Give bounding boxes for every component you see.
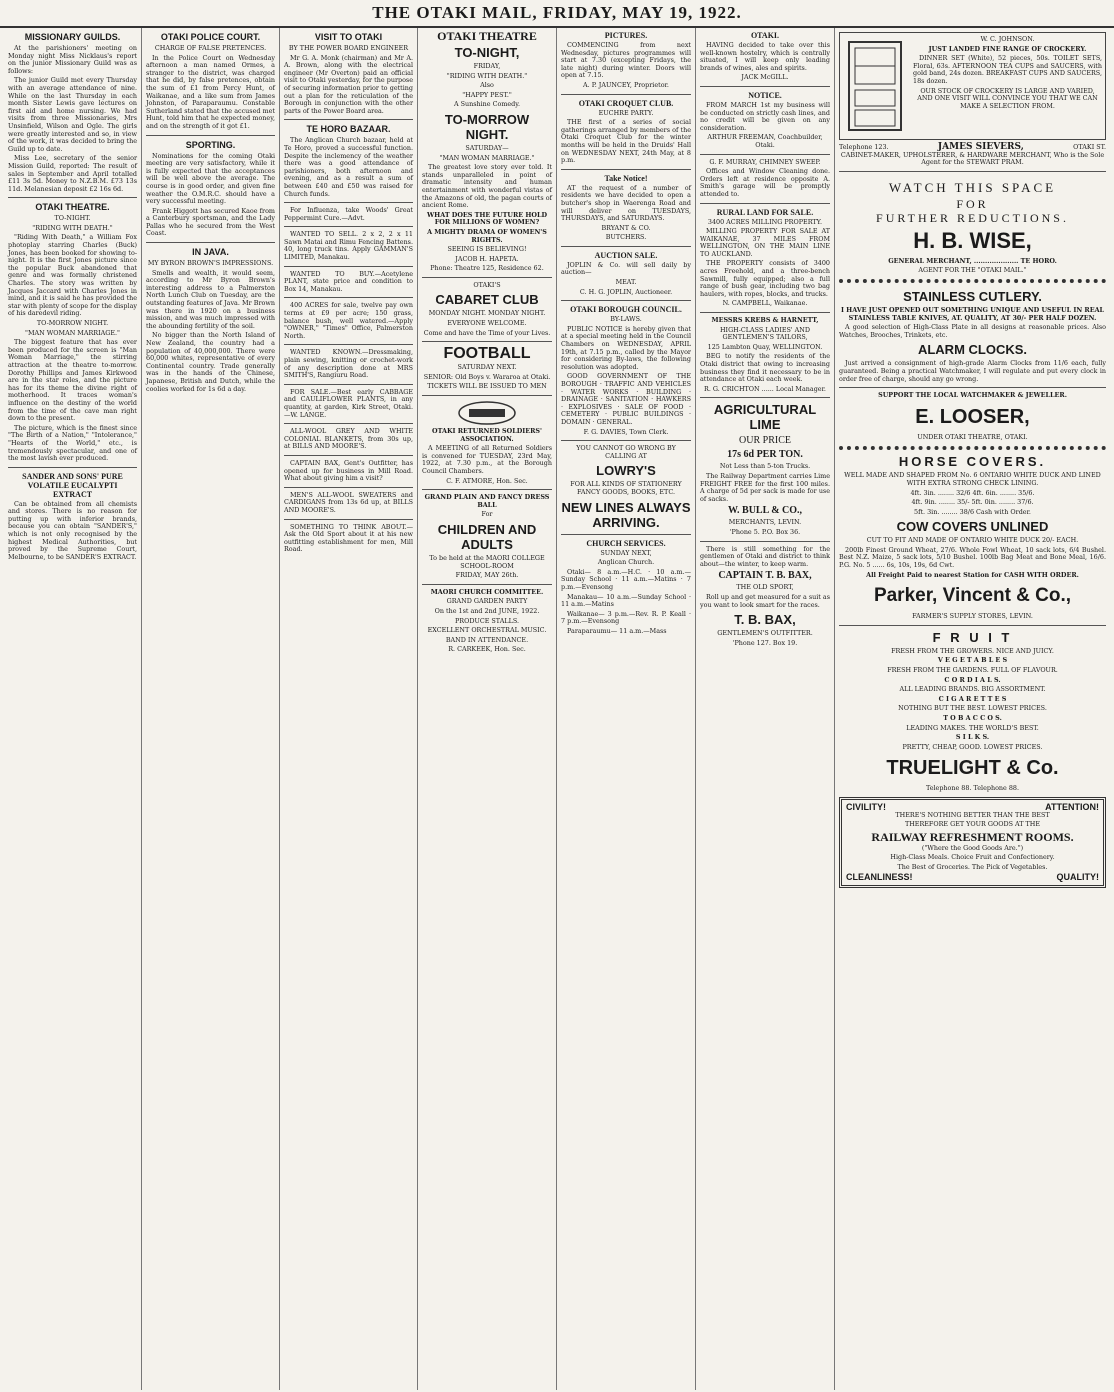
- ad-text: 200lb Finest Ground Wheat, 27/6. Whole Fowl Wheat, 10 sack lots, 6/4 Bushel. Best N.Z. Maize, 5 sack lots, 5/10 Bushel. 100lb Bag Meat and Bone Meal, 16/6. P.G. No. 5 ...... 6s, 10s, 19s, 6d Cwt.: [839, 545, 1106, 570]
- article-text: The Anglican Church bazaar, held at Te Horo, proved a successful function. Despite the inclemency of the weather there was a good attendance of parishioners, both afternoon and evening, and as a result a sum of between £40 and £50 was raised for Church funds.: [284, 136, 413, 198]
- ad-text: There is still something for the gentlemen of Otaki and district to think about—the winter, to keep warm.: [700, 544, 830, 568]
- divider: [561, 169, 691, 170]
- rsa-badge-icon: [457, 400, 517, 426]
- classified-ad: MEN'S ALL-WOOL SWEATERS and CARDIGANS from 13s 6d up, at BILLS AND MOORE'S.: [284, 490, 413, 514]
- ad-line: "MAN WOMAN MARRIAGE.": [439, 153, 535, 162]
- ad-line: HIGH-CLASS LADIES' AND GENTLEMEN'S TAILORS,: [719, 325, 811, 342]
- church-services-heading: CHURCH SERVICES.: [586, 538, 666, 548]
- ad-line: ARTHUR FREEMAN, Coachbuilder, Otaki.: [707, 133, 823, 149]
- ad-line: OTAKI'S: [473, 280, 501, 289]
- football-title: FOOTBALL: [443, 345, 531, 363]
- ad-text: JOPLIN & Co. will sell daily by auction—: [561, 260, 691, 277]
- ad-line: MAORI CHURCH COMMITTEE.: [430, 587, 544, 596]
- ad-line: Also: [480, 81, 494, 90]
- otaki-heading: OTAKI.: [750, 31, 780, 40]
- ad-line: All Freight Paid to nearest Station for CASH WITH ORDER.: [866, 570, 1079, 579]
- theatre-tonight: TO-NIGHT,: [454, 45, 520, 60]
- divider: [8, 467, 137, 468]
- divider: [839, 171, 1106, 172]
- ad-line: FRIDAY, MAY 26th.: [455, 571, 519, 580]
- ad-line: EVERYONE WELCOME.: [447, 319, 527, 328]
- classified-ad: 400 ACRES for sale, twelve pay own terms at £9 per acre; 150 grass, balance bush, well watered.—Apply "OWNER," "Times" Office, Palmerston North.: [284, 301, 413, 340]
- ad-line: FRIDAY,: [473, 62, 501, 70]
- ad-line: "HAPPY PEST.": [462, 90, 512, 99]
- attention-label: ATTENTION!: [1045, 801, 1099, 812]
- crockery-ad: [839, 32, 1106, 140]
- divider: [284, 423, 413, 424]
- ad-line: MESSRS KREBS & HARNETT,: [711, 316, 819, 325]
- sievers-name: JAMES SIEVERS,: [937, 142, 1024, 152]
- ad-line: 'Phone 5. P.O. Box 36.: [729, 527, 801, 536]
- horse-covers-title: HORSE COVERS.: [898, 454, 1047, 470]
- classified-ad: WANTED KNOWN.—Dressmaking, plain sewing, knitting or crochet-work of any description done at MRS SMITH'S, Rangiuru Road.: [284, 348, 413, 380]
- divider: [284, 384, 413, 385]
- ad-line: G. F. MURRAY, CHIMNEY SWEEP.: [709, 157, 821, 166]
- service-times: Waikanae— 3 p.m.—Rev. R. P. Keall · 7 p.m.—Evensong: [561, 609, 691, 626]
- ad-line: SATURDAY—: [465, 143, 509, 152]
- borough-council-heading: OTAKI BOROUGH COUNCIL.: [570, 305, 682, 315]
- divider: [146, 135, 275, 136]
- ad-line: THEREFORE GET YOUR GOODS AT THE: [904, 820, 1041, 829]
- divider: [561, 246, 691, 247]
- article-text: Nominations for the coming Otaki meeting are very satisfactory, while it is fully expected that the acceptances will be well above the average. The course is in good order, and given fine weather the O.M.R.C. should have a very successful meeting.: [146, 151, 275, 206]
- ad-line: To be held at the MAORI COLLEGE SCHOOL-ROOM: [429, 553, 545, 570]
- ad-line: I HAVE JUST OPENED OUT SOMETHING UNIQUE AND USEFUL IN REAL STAINLESS TABLE KNIVES, AT. QUALITY, AT 30/- PER HALF DOZEN.: [840, 305, 1105, 322]
- divider: [561, 440, 691, 441]
- sievers-street: OTAKI ST.: [1073, 143, 1106, 151]
- divider: [561, 300, 691, 301]
- service-times: Manakau— 10 a.m.—Sunday School · 11 a.m.—Matins: [561, 592, 691, 609]
- lime-price: 17s 6d PER TON.: [727, 449, 803, 461]
- price-row: 4ft. 3in. ........ 32/6 4ft. 6in. ........ 35/6.: [910, 488, 1035, 497]
- classified-ad: ALL-WOOL GREY AND WHITE COLONIAL BLANKETS, from 30s up, at BILLS AND MOORE'S.: [284, 427, 413, 451]
- ad-line: FRESH FROM THE GARDENS. FULL OF FLAVOUR.: [887, 666, 1058, 675]
- ad-line: Come and have the Time of your Lives.: [423, 328, 551, 337]
- ad-line: JACK McGILL.: [741, 73, 789, 82]
- in-java-heading: IN JAVA.: [192, 247, 229, 258]
- divider: [700, 86, 830, 87]
- theatre-ad-title: OTAKI THEATRE: [437, 29, 537, 43]
- fruit-title: F R U I T: [932, 629, 1013, 645]
- ad-line: THE OLD SPORT,: [736, 583, 794, 592]
- ad-line: WELL MADE AND SHAPED FROM No. 6 ONTARIO WHITE DUCK AND LINED WITH EXTRA STRONG CHECK LINING.: [844, 471, 1101, 487]
- rural-land-heading: RURAL LAND FOR SALE.: [716, 207, 814, 217]
- divider: [284, 297, 413, 298]
- divider: [284, 266, 413, 267]
- article-text: The picture, which is the finest since "The Birth of a Nation," "Intolerance," "Hearts of the World," etc., is tremendously spectacular, and one of the most lavish ever produced.: [8, 423, 137, 463]
- divider: [700, 541, 830, 542]
- further-reductions: FURTHER REDUCTIONS.: [876, 210, 1069, 225]
- divider: [8, 197, 137, 198]
- cleanliness-quality-row: [846, 871, 1099, 882]
- ad-line: V E G E T A B L E S: [937, 656, 1008, 665]
- our-price-label: OUR PRICE: [739, 435, 791, 447]
- subheading: "RIDING WITH DEATH.": [32, 223, 113, 232]
- telephone-number: Telephone 123.: [839, 143, 889, 151]
- article-text: Mr G. A. Monk (chairman) and Mr A. A. Brown, along with the electrical engineer (Mr Overton) paid an official visit to Otaki yesterday, for the purpose of securing information prior to getting out a plan for the reticulation of the Borough in conjunction with the other parts of the Power Board area.: [284, 53, 413, 115]
- agricultural-lime-title: AGRICULTURAL LIME: [713, 402, 817, 433]
- ad-line: BRYANT & CO.: [601, 223, 651, 232]
- column-3: [280, 28, 418, 1390]
- ad-text: Just arrived a consignment of high-grade Alarm Clocks from 11/6 each, fully guaranteed. Being a practical Watchmaker, I will regulate and put every clock in order free of charge, should any go wrong.: [839, 359, 1106, 383]
- ad-text: HAVING decided to take over this well-known hostelry, which is centrally situated, I will keep only leading brands of wines, ales and spirits.: [700, 41, 830, 72]
- ad-line: "RIDING WITH DEATH.": [446, 71, 528, 80]
- visit-to-otaki-heading: VISIT TO OTAKI: [314, 32, 383, 42]
- ad-line: EXCELLENT ORCHESTRAL MUSIC.: [427, 626, 547, 635]
- ad-line: CUT TO FIT AND MADE OF ONTARIO WHITE DUCK 20/- EACH.: [866, 536, 1079, 545]
- ad-line: YOU CANNOT GO WRONG BY CALLING AT: [576, 444, 676, 460]
- missionary-guilds-heading: MISSIONARY GUILDS.: [24, 32, 121, 42]
- subheading: MY BYRON BROWN'S IMPRESSIONS.: [147, 259, 274, 268]
- ad-line: On the 1st and 2nd JUNE, 1922.: [434, 606, 540, 615]
- ad-line: FOR ALL KINDS OF STATIONERY FANCY GOODS, BOOKS, ETC.: [570, 480, 682, 496]
- ad-line: BY-LAWS.: [610, 315, 642, 324]
- ad-line: AGENT FOR THE "OTAKI MAIL.": [918, 266, 1027, 275]
- ad-text: The greatest love story ever told. It stands unparalleled in point of dramatic intensity and human entertainment with wonderful vistas of the Amazons of old, the pagan courts of ancient Rome.: [422, 163, 552, 210]
- alarm-clocks-title: ALARM CLOCKS.: [917, 342, 1028, 358]
- column-6: [696, 28, 835, 1390]
- otaki-theatre-heading: OTAKI THEATRE.: [35, 202, 110, 213]
- newspaper-masthead: THE OTAKI MAIL, FRIDAY, MAY 19, 1922.: [0, 0, 1114, 28]
- article-text: In the Police Court on Wednesday afternoon a man named Ormes, a stranger to the district, was charged that he did, by false pretences, obtain the sum of £1 from Percy Hunt, of Waikanae, and a like sum from James Johnston, of Paraparaumu. Constable Sutherland stated that the accused met Hunt, told him that he expected money, and on the strength of it got £1.: [146, 53, 275, 130]
- ad-line: C O R D I A L S.: [944, 675, 1001, 684]
- ad-text: THE PROPERTY consists of 3400 acres Freehold, and a three-bench Sawmill, fully equipped; also a full range of bush gear, including two bag haulers, with ropes, blocks, and trucks.: [700, 259, 830, 298]
- tb-bax-title: T. B. BAX,: [734, 612, 796, 628]
- ad-line: GENERAL MERCHANT, .................... TE HORO.: [888, 256, 1057, 265]
- classified-ad: For Influenza, take Woods' Great Peppermint Cure.—Advt.: [284, 206, 413, 222]
- ad-text: PUBLIC NOTICE is hereby given that at a special meeting held in the Council Chambers on WEDNESDAY, APRIL 19th, at 7.15 p.m., called by the Mayor for considering By-laws, the following resolution was adopted.: [561, 324, 691, 371]
- ad-text: BEG to notify the residents of the Otaki district that owing to increasing business they find it necessary to be in attendance at Otaki each week.: [700, 352, 830, 384]
- divider: [561, 534, 691, 535]
- article-text: At the parishioners' meeting on Monday night Miss Nicklaus's report on the junior Missionary Guild was as follows:: [8, 44, 137, 75]
- w-bull-title: W. BULL & CO.,: [727, 505, 803, 517]
- classified-ad: FOR SALE.—Best early CABBAGE and CAULIFLOWER PLANTS, in any quantity, at garden, Kirk Street, Otaki.—W. LANGE.: [284, 387, 413, 419]
- e-looser-title: E. LOOSER,: [915, 405, 1030, 428]
- ad-line: JUST LANDED FINE RANGE OF CROCKERY.: [928, 44, 1087, 53]
- ad-line: R. CARKEEK, Hon. Sec.: [448, 645, 526, 654]
- ad-line: 3400 ACRES MILLING PROPERTY.: [707, 217, 823, 226]
- ad-text: AT the request of a number of residents we have decided to open a butcher's shop in Waerenga Road and will deliver on TUESDAYS, THURSDAYS, and SATURDAYS.: [561, 183, 691, 223]
- ad-line: SEEING IS BELIEVING!: [447, 245, 527, 254]
- croquet-club-heading: OTAKI CROQUET CLUB.: [578, 98, 674, 108]
- divider: [422, 584, 552, 585]
- divider: [284, 487, 413, 488]
- refreshment-rooms-ad: [839, 797, 1106, 888]
- divider: [146, 242, 275, 243]
- subheading: "MAN WOMAN MARRIAGE.": [25, 328, 120, 337]
- ad-line: NOTHING BUT THE BEST. LOWEST PRICES.: [898, 704, 1047, 713]
- divider: [700, 154, 830, 155]
- take-notice-heading: Take Notice!: [604, 173, 648, 183]
- article-text: Can be obtained from all chemists and stores. There is no reason for putting up with inferior brands, because you can obtain "SANDER'S," which is not only recognised by the highest Medical Authorities, but proved by the Supreme Court, Melbourne, to be SANDER'S EXTRACT.: [8, 499, 137, 561]
- subheading: TO-MORROW NIGHT.: [36, 319, 109, 327]
- ad-text: Offices and Window Cleaning done. Orders left at residence opposite A. Smith's garage will be promptly attended to.: [700, 167, 830, 198]
- ad-line: Phone: Theatre 125, Residence 62.: [430, 264, 544, 273]
- column-1: [4, 28, 142, 1390]
- quality-label: QUALITY!: [1056, 871, 1099, 882]
- ad-text: A good selection of High-Class Plate in all designs at reasonable prices. Also Watches, Brooches, Trinkets, etc.: [839, 323, 1106, 339]
- divider: [561, 94, 691, 95]
- article-text: Smells and wealth, it would seem, according to Mr Byron Brown's interesting address to a Palmerston North Lunch Club on Tuesday, are the outstanding features of Java. Mr Brown was there in 1920 on a business mission, and was much impressed with the abounding fertility of the soil.: [146, 268, 275, 330]
- article-text: The junior Guild met every Thursday with an average attendance of nine. While on the last Thursday in each month Sister Lewis gave lectures on first aid and home nursing. We had visits from three Missionaries, Mrs Unsinfield, Wilson and Ogle. The girls were greatly interested and so, in view of the work, it was decided to bring the Guild up to date.: [8, 76, 137, 153]
- ad-line: PRODUCE STALLS.: [454, 616, 520, 625]
- classified-ad: WANTED TO SELL. 2 x 2, 2 x 11 Sawn Matai and Rimu Fencing Battens. 40, long truck tins. Apply GAMMAN'S LIMITED, Manakau.: [284, 230, 413, 262]
- ad-line: A Sunshine Comedy.: [453, 100, 521, 109]
- lowrys-title: LOWRY'S: [596, 463, 656, 479]
- divider: [839, 625, 1106, 626]
- watch-this-space: WATCH THIS SPACE: [888, 179, 1057, 195]
- divider: [422, 277, 552, 278]
- ad-line: CABINET-MAKER, UPHOLSTERER, & HARDWARE MERCHANT, Who is the Sole Agent for the STEWART PRAM.: [840, 150, 1105, 167]
- column-5: [557, 28, 696, 1390]
- subheading: CHARGE OF FALSE PRETENCES.: [154, 44, 267, 52]
- ad-line: S I L K S.: [955, 733, 990, 742]
- ad-line: For: [481, 510, 493, 519]
- ad-line: WHAT DOES THE FUTURE HOLD FOR MILLIONS OF WOMEN?: [427, 210, 547, 227]
- te-horo-bazaar-heading: TE HORO BAZAAR.: [306, 124, 391, 135]
- ad-line: W. C. JOHNSON.: [980, 35, 1035, 43]
- ad-line: ("Where the Good Goods Are."): [921, 843, 1024, 852]
- ad-line: JACOB H. HAPETA.: [455, 254, 519, 263]
- divider: [284, 344, 413, 345]
- ad-text: COMMENCING from next Wednesday, pictures programmes will start at 7.30 (excepting Fridays, the late night) during winter. Doors will open at 7.15.: [561, 41, 691, 80]
- ad-line: OUR STOCK OF CROCKERY IS LARGE AND VARIED, AND ONE VISIT WILL CONVINCE YOU THAT WE CAN MAKE A SELECTION FROM.: [917, 86, 1098, 110]
- price-row: 5ft. 3in. ........ 38/6 Cash with Order.: [914, 507, 1031, 516]
- notice-heading: NOTICE.: [748, 90, 782, 100]
- ad-line: GENTLEMEN'S OUTFITTER.: [717, 629, 813, 638]
- classified-ad: WANTED TO BUY.—Acetylene PLANT, state price and condition to Box 14, Manakau.: [284, 269, 413, 293]
- divider: [284, 455, 413, 456]
- subheading: TO-NIGHT.: [54, 214, 91, 223]
- ad-line: SENIOR: Old Boys v. Wararoa at Otaki.: [423, 372, 551, 381]
- ad-line: BAND IN ATTENDANCE.: [445, 635, 529, 644]
- railway-rooms-title: RAILWAY REFRESHMENT ROOMS.: [871, 829, 1074, 844]
- divider: [422, 489, 552, 490]
- truelight-title: TRUELIGHT & Co.: [886, 757, 1059, 780]
- ad-line: Not Less than 5-ton Trucks.: [719, 462, 811, 471]
- ad-line: EUCHRE PARTY.: [598, 108, 654, 117]
- price-row: 4ft. 9in. ........ 35/- 5ft. 0in. ........ 37/6.: [911, 498, 1034, 507]
- ad-line: A MIGHTY DRAMA OF WOMEN'S RIGHTS.: [427, 227, 547, 244]
- divider: [422, 341, 552, 342]
- police-court-heading: OTAKI POLICE COURT.: [160, 32, 261, 42]
- ad-text: Roll up and get measured for a suit as you want to look smart for the races.: [700, 592, 830, 609]
- ad-line: SUNDAY NEXT,: [600, 548, 652, 557]
- ad-text: The Railway Department carries Lime FREIGHT FREE for the first 100 miles. A charge of 5d per sack is made for use of sacks.: [700, 471, 830, 503]
- auction-sale-heading: AUCTION SALE.: [594, 250, 658, 260]
- ad-line: FARMER'S SUPPLY STORES, LEVIN.: [912, 612, 1033, 621]
- ad-line: A. P. JAUNCEY, Proprietor.: [583, 80, 669, 89]
- service-times: Otaki— 8 a.m.—H.C. · 10 a.m.—Sunday School · 11 a.m.—Matins · 7 p.m.—Evensong: [561, 567, 691, 591]
- ad-line: GRAND PLAIN AND FANCY DRESS BALL: [424, 493, 550, 509]
- ad-line: TICKETS WILL BE ISSUED TO MEN: [427, 382, 547, 391]
- column-4: [418, 28, 557, 1390]
- column-7: [835, 28, 1110, 1390]
- ad-line: SUPPORT THE LOCAL WATCHMAKER & JEWELLER.: [878, 391, 1067, 400]
- ad-line: R. G. CRICHTON ...... Local Manager.: [704, 384, 826, 393]
- ad-line: SATURDAY NEXT.: [457, 363, 517, 372]
- ad-text: GOOD GOVERNMENT OF THE BOROUGH · TRAFFIC AND VEHICLES · WATER WORKS · BUILDING · DRAINAGE · SANITATION · HAWKERS · EXPLOSIVES · SALE OF FOOD · CEMETERY · PUBLIC BUILDINGS · DOMAIN · GENERAL.: [561, 372, 691, 426]
- cleanliness-label: CLEANLINESS!: [846, 871, 913, 882]
- ad-text: A MEETING of all Returned Soldiers is convened for TUESDAY, 23rd May, 1922, at 7.30 p.m., at the Borough Council Chambers.: [422, 444, 552, 475]
- ad-line: PRETTY, CHEAP, GOOD. LOWEST PRICES.: [902, 742, 1043, 751]
- page-columns: [4, 28, 1110, 1390]
- ad-text: DINNER SET (White), 52 pieces, 50s. TOILET SETS, Floral, 63s. AFTERNOON TEA CUPS and SAUCERS, with gold band, 24s dozen. BREAKFAST CUPS AND SAUCERS, 18s dozen.: [913, 54, 1102, 85]
- ad-line: 'Phone 127. Box 19.: [732, 638, 798, 647]
- cow-covers-title: COW COVERS UNLINED: [896, 519, 1049, 535]
- captain-bax-title: CAPTAIN T. B. BAX,: [718, 570, 812, 582]
- stainless-cutlery-title: STAINLESS CUTLERY.: [903, 288, 1042, 304]
- divider: [284, 226, 413, 227]
- ad-line: OTAKI RETURNED SOLDIERS' ASSOCIATION.: [432, 427, 542, 443]
- article-text: Miss Lee, secretary of the senior Mission Guild, reported: The result of sales in September and April totalled £11 3s 5d. Money to N.Z.B.M. £73 13s 11d. Melanesian deposit £2 16s 6d.: [8, 154, 137, 193]
- ad-line: Telephone 88. Telephone 88.: [925, 784, 1020, 793]
- divider: [284, 119, 413, 120]
- ad-line: FRESH FROM THE GROWERS. NICE AND JUICY.: [891, 646, 1054, 655]
- ad-line: C I G A R E T T E S: [938, 694, 1007, 703]
- ad-line: C. F. ATMORE, Hon. Sec.: [446, 476, 528, 485]
- classified-ad: CAPTAIN BAX, Gent's Outfitter, has opened up for business in Mill Road. What about giving him a visit?: [284, 458, 413, 483]
- ad-line: High-Class Meals. Choice Fruit and Confectionery.: [890, 853, 1055, 862]
- ad-line: MERCHANTS, LEVIN.: [728, 518, 802, 527]
- ad-text: FROM MARCH 1st my business will be conducted on strictly cash lines, and no credit will be given on any consideration.: [700, 100, 830, 132]
- ad-line: T O B A C C O S.: [943, 714, 1002, 722]
- ad-text: MILLING PROPERTY FOR SALE AT WAIKANAE, 37 MILES FROM WELLINGTON, ON THE MAIN LINE TO AUCKLAND.: [700, 227, 830, 258]
- sporting-heading: SPORTING.: [185, 139, 236, 150]
- ad-line: 125 Lambton Quay, WELLINGTON.: [707, 342, 823, 351]
- theatre-tomorrow: TO-MORROW NIGHT.: [444, 111, 530, 142]
- cutlery-ad: [839, 279, 1106, 450]
- ad-line: GRAND GARDEN PARTY: [446, 597, 528, 606]
- ad-text: THE first of a series of social gatherings arranged by members of the Otaki Croquet Club for the winter months will be held in the Druids' Hall on WEDNESDAY NEXT, 24th May, at 8 p.m.: [561, 118, 691, 165]
- dresser-cabinet-icon: [843, 36, 907, 136]
- ad-line: ALL LEADING BRANDS. BIG ASSORTMENT.: [899, 685, 1046, 694]
- divider: [422, 395, 552, 396]
- divider: [700, 203, 830, 204]
- column-2: [142, 28, 280, 1390]
- article-text: "Riding With Death," a William Fox photoplay starring Charles (Buck) Jones, has been booked for showing to-night. It is the first Jones picture since the popular Buck abandoned that genre and was formally christened Charles. The story was written by Jacques Jaccard with Charles Jones in mind, and it is said he has provided the star with plenty of scope for the display of his daredevil riding.: [8, 233, 137, 318]
- classified-ad: SOMETHING TO THINK ABOUT.—Ask the Old Sport about it at his new outfitting establishment for men, Mill Road.: [284, 522, 413, 554]
- sanders-extract-heading: SANDER AND SONS' PURE VOLATILE EUCALYPTI EXTRACT: [22, 471, 123, 499]
- parker-vincent-title: Parker, Vincent & Co.,: [873, 585, 1072, 607]
- article-text: Frank Higgott has secured Kaoe from a Canterbury sportsman, and the Lady Pallas who he secured from the West Coast.: [146, 206, 275, 238]
- divider: [700, 312, 830, 313]
- subheading: BY THE POWER BOARD ENGINEER: [288, 44, 409, 52]
- article-text: No bigger than the North Island of New Zealand, the country had a population of 40,000,000. There were 60,000 whites, representative of every Continental country. Trade generally was in the hands of the Chinese, Japanese, British and Dutch, while the coolies worked for 1s 6d a day.: [146, 331, 275, 393]
- children-adults-title: CHILDREN AND ADULTS: [437, 521, 537, 552]
- divider: [839, 387, 1106, 388]
- ad-line: LEADING MAKES. THE WORLD'S BEST.: [906, 723, 1039, 732]
- ad-line: THERE'S NOTHING BETTER THAN THE BEST: [895, 810, 1050, 819]
- ad-line: Anglican Church.: [597, 558, 655, 567]
- divider: [284, 202, 413, 203]
- service-times: Paraparaumu— 11 a.m.—Mass: [567, 626, 667, 635]
- ad-line: The Best of Groceries. The Pick of Vegetables.: [897, 862, 1048, 871]
- ad-line: MONDAY NIGHT. MONDAY NIGHT.: [428, 309, 546, 318]
- ad-line: N. CAMPBELL, Waikanae.: [722, 299, 808, 308]
- pictures-heading: PICTURES.: [604, 31, 648, 40]
- ad-line: MEAT.: [615, 278, 637, 287]
- new-lines-title: NEW LINES ALWAYS ARRIVING.: [561, 499, 691, 530]
- cabaret-club-title: CABARET CLUB: [435, 292, 539, 308]
- article-text: The biggest feature that has ever been produced for the screen is "Man Woman Marriage," the stirring attraction at the theatre to-morrow. Dorothy Phillips and James Kirkwood are in the star roles, and the picture has for its theme the divine right of motherhood. It traces woman's influence on the destiny of the world from the time of the cave man right down to the present.: [8, 338, 137, 423]
- divider: [700, 397, 830, 398]
- hb-wise-title: H. B. WISE,: [913, 227, 1032, 253]
- ad-line: F. G. DAVIES, Town Clerk.: [583, 427, 669, 436]
- ad-line: BUTCHERS.: [605, 233, 647, 242]
- ad-line: UNDER OTAKI THEATRE, OTAKI.: [917, 432, 1028, 441]
- for-label: FOR: [956, 196, 989, 211]
- ad-line: C. H. G. JOPLIN, Auctioneer.: [579, 287, 673, 296]
- divider: [284, 519, 413, 520]
- civility-label: CIVILITY!: [846, 801, 886, 812]
